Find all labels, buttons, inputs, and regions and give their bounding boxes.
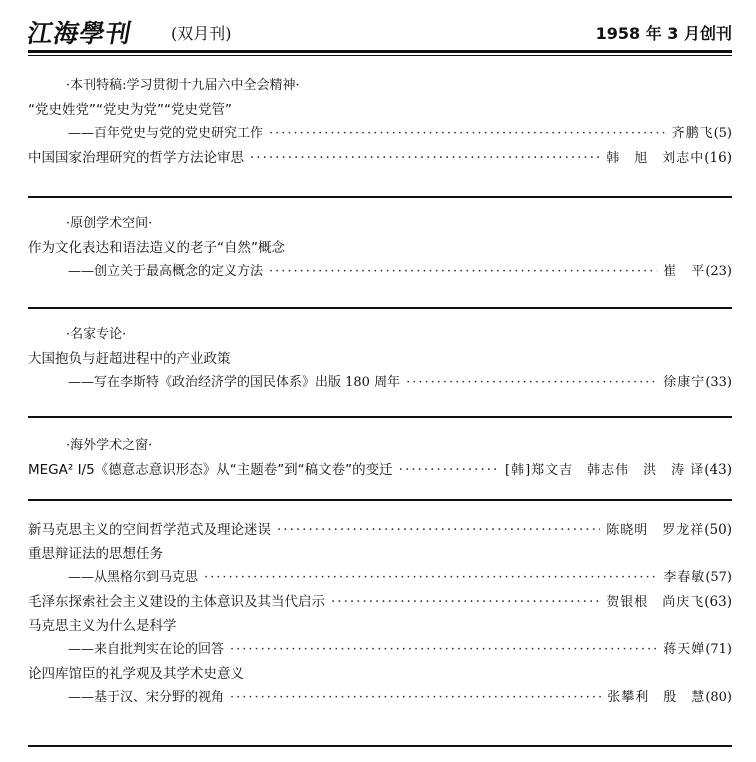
page-number: (71): [705, 642, 732, 657]
article-title: 马克思主义为什么是科学: [28, 618, 177, 634]
page-number: (57): [705, 570, 732, 585]
page-number: (50): [704, 522, 732, 538]
article-subtitle: ——基于汉、宋分野的视角: [68, 690, 225, 705]
dot-leader: [204, 570, 657, 585]
article-title: 中国国家治理研究的哲学方法论审思: [28, 150, 244, 166]
toc-section-masters: [28, 323, 732, 395]
article-title: 毛泽东探索社会主义建设的主体意识及其当代启示: [28, 594, 325, 610]
toc-entry-title[interactable]: [28, 98, 732, 122]
masthead-rule-thick: [28, 50, 732, 53]
page-number: (5): [713, 126, 732, 141]
article-title: 作为文化表达和语法造义的老子“自然”概念: [28, 240, 285, 256]
toc-entry-title[interactable]: [28, 236, 732, 260]
dot-leader: [250, 150, 600, 166]
section-header: ·名家专论·: [66, 327, 127, 342]
section-divider: [28, 745, 732, 747]
toc-entry[interactable]: [28, 146, 732, 170]
toc-section-feature: [28, 74, 732, 170]
article-author: 李春敏: [663, 570, 706, 585]
toc-entry-subtitle[interactable]: [28, 122, 732, 146]
toc-entry-subtitle[interactable]: [28, 686, 732, 710]
article-author: 徐康宁: [663, 375, 706, 390]
masthead-rule-thin: [28, 55, 732, 56]
section-header: ·本刊特稿:学习贯彻十九届六中全会精神·: [66, 78, 300, 93]
toc-entry-title[interactable]: [28, 542, 732, 566]
masthead: [25, 14, 732, 48]
dot-leader: [277, 522, 600, 538]
toc-entry[interactable]: [28, 590, 732, 614]
toc-entry-title[interactable]: [28, 614, 732, 638]
founded-date: 1958 年 3 月创刊: [595, 24, 732, 43]
section-divider: [28, 196, 732, 198]
article-author: 蒋天婵: [663, 642, 706, 657]
dot-leader: [399, 462, 499, 478]
article-title: 重思辩证法的思想任务: [28, 546, 163, 562]
dot-leader: [406, 375, 657, 390]
article-author: 齐鹏飞: [671, 126, 714, 141]
toc-entry-title[interactable]: [28, 347, 732, 371]
page-number: (43): [704, 462, 732, 478]
article-title: MEGA² Ⅰ/5《德意志意识形态》从“主题卷”到“稿文卷”的变迁: [28, 462, 393, 478]
article-title: 新马克思主义的空间哲学范式及理论迷误: [28, 522, 271, 538]
article-author: 张攀利 殷 慧: [607, 690, 706, 705]
journal-logo: 江海學刊: [25, 19, 135, 48]
section-divider: [28, 307, 732, 309]
dot-leader: [230, 690, 601, 705]
article-author: 韩 旭 刘志中: [606, 151, 705, 166]
page-number: (63): [704, 594, 732, 610]
article-subtitle: ——来自批判实在论的回答: [68, 642, 225, 657]
toc-entry-subtitle[interactable]: [28, 371, 732, 395]
toc-section-original: [28, 212, 732, 284]
dot-leader: [331, 594, 600, 610]
page-number: (16): [704, 150, 732, 166]
dot-leader: [269, 126, 666, 141]
article-author: [韩]郑文吉 韩志伟 洪 涛 译: [505, 463, 705, 478]
dot-leader: [230, 642, 657, 657]
article-author: 崔 平: [663, 264, 706, 279]
toc-entry-subtitle[interactable]: [28, 638, 732, 662]
article-title: 论四库馆臣的礼学观及其学术史意义: [28, 666, 244, 682]
toc-entry-title[interactable]: [28, 662, 732, 686]
article-subtitle: ——写在李斯特《政治经济学的国民体系》出版 180 周年: [68, 375, 401, 390]
toc-entry[interactable]: [28, 458, 732, 482]
page-number: (33): [705, 375, 732, 390]
frequency-label: (双月刊): [171, 24, 232, 43]
toc-entry-subtitle[interactable]: [28, 260, 732, 284]
section-header: ·海外学术之窗·: [66, 438, 153, 453]
dot-leader: [269, 264, 657, 279]
article-title: 大国抱负与赶超进程中的产业政策: [28, 351, 231, 367]
page-number: (80): [705, 690, 732, 705]
article-author: 陈晓明 罗龙祥: [606, 523, 705, 538]
toc-entry[interactable]: [28, 518, 732, 542]
toc-section-general: [28, 518, 732, 710]
article-subtitle: ——从黑格尔到马克思: [68, 570, 199, 585]
toc-entry-subtitle[interactable]: [28, 566, 732, 590]
article-subtitle: ——创立关于最高概念的定义方法: [68, 264, 264, 279]
article-subtitle: ——百年党史与党的党史研究工作: [68, 126, 264, 141]
toc-section-overseas: [28, 434, 732, 482]
article-title: “党史姓党”“党史为党”“党史党管”: [28, 102, 232, 118]
section-divider: [28, 416, 732, 418]
section-divider: [28, 499, 732, 501]
section-header: ·原创学术空间·: [66, 216, 153, 231]
page-number: (23): [705, 264, 732, 279]
article-author: 贺银根 尚庆飞: [606, 595, 705, 610]
